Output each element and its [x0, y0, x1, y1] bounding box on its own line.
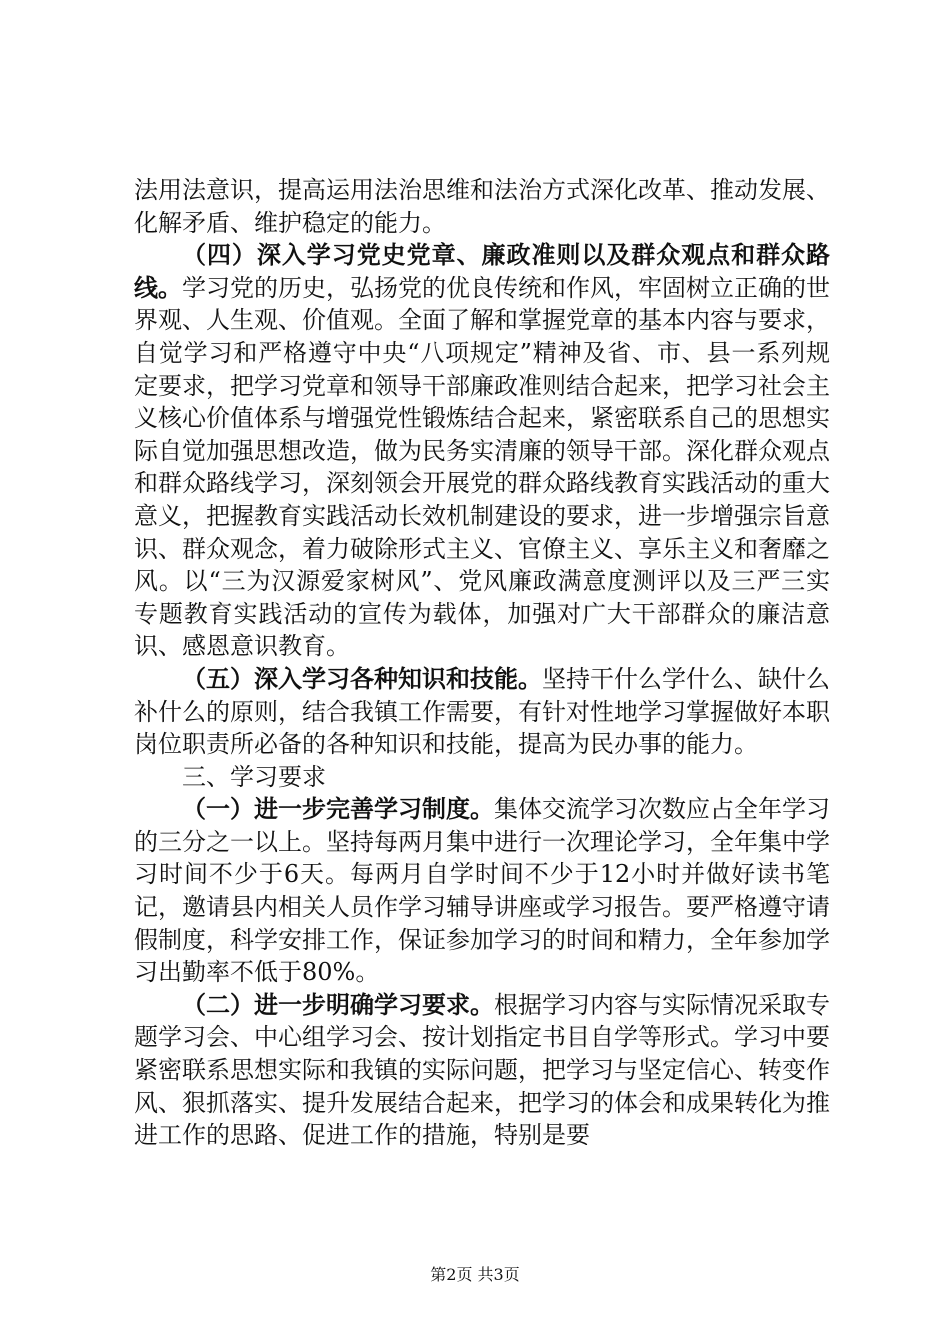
section-heading: （五）深入学习各种知识和技能。 — [182, 664, 542, 693]
paragraph-text: 坚持干什么学什么、缺什么补什么的原则，结合我镇工作需要，有针对性地学习掌握做好本职岗位职责所必备的各种知识和技能，提高为民办事的能力。 — [134, 664, 830, 759]
paragraph-text: 学习党的历史，弘扬党的优良传统和作风，牢固树立正确的世界观、人生观、价值观。全面了解和掌握党章的基本内容与要求，自觉学习和严格遵守中央“八项规定”精神及省、市、县一系列规定要求，把学习党章和领导干部廉政准则结合起来，把学习社会主义核心价值体系与增强党性锻炼结合起来，紧密联系自己的思想实际自觉加强思想改造，做为民务实清廉的领导干部。深化群众观点和群众路线学习，深刻领会开展党的群众路线教育实践活动的重大意义，把握教育实践活动长效机制建设的要求，进一步增强宗旨意识、群众观念，着力破除形式主义、官僚主义、享乐主义和奢靡之风。以“三为汉源爱家树风”、党风廉政满意度测评以及三严三实专题教育实践活动的宣传为载体，加强对广大干部群众的廉洁意识、感恩意识教育。 — [134, 273, 830, 661]
section-heading: （四）深入学习党史党章、廉政准则以及群众观点和群众路线。 — [134, 241, 830, 302]
paragraph — [134, 663, 830, 761]
paragraph-text: 三、学习要求 — [182, 762, 326, 791]
section-title — [134, 761, 830, 794]
paragraph — [134, 174, 830, 239]
paragraph-text: 集体交流学习次数应占全年学习的三分之一以上。坚持每两月集中进行一次理论学习，全年集中学习时间不少于6天。每两月自学时间不少于12小时并做好读书笔记，邀请县内相关人员作学习辅导讲座或学习报告。要严格遵守请假制度，科学安排工作，保证参加学习的时间和精力，全年参加学习出勤率不低于80%。 — [134, 795, 830, 987]
paragraph — [134, 989, 830, 1152]
paragraph — [134, 793, 830, 989]
paragraph-text: 法用法意识，提高运用法治思维和法治方式深化改革、推动发展、化解矛盾、维护稳定的能力。 — [134, 176, 830, 237]
paragraph — [134, 239, 830, 663]
document-body — [134, 174, 830, 1152]
section-heading: （一）进一步完善学习制度。 — [182, 795, 494, 824]
section-heading: （二）进一步明确学习要求。 — [182, 990, 494, 1019]
paragraph-text: 根据学习内容与实际情况采取专题学习会、中心组学习会、按计划指定书目自学等形式。学习中要紧密联系思想实际和我镇的实际问题，把学习与坚定信心、转变作风、狠抓落实、提升发展结合起来，把学习的体会和成果转化为推进工作的思路、促进工作的措施，特别是要 — [134, 990, 830, 1150]
page-footer: 第2页 共3页 — [430, 1265, 520, 1284]
